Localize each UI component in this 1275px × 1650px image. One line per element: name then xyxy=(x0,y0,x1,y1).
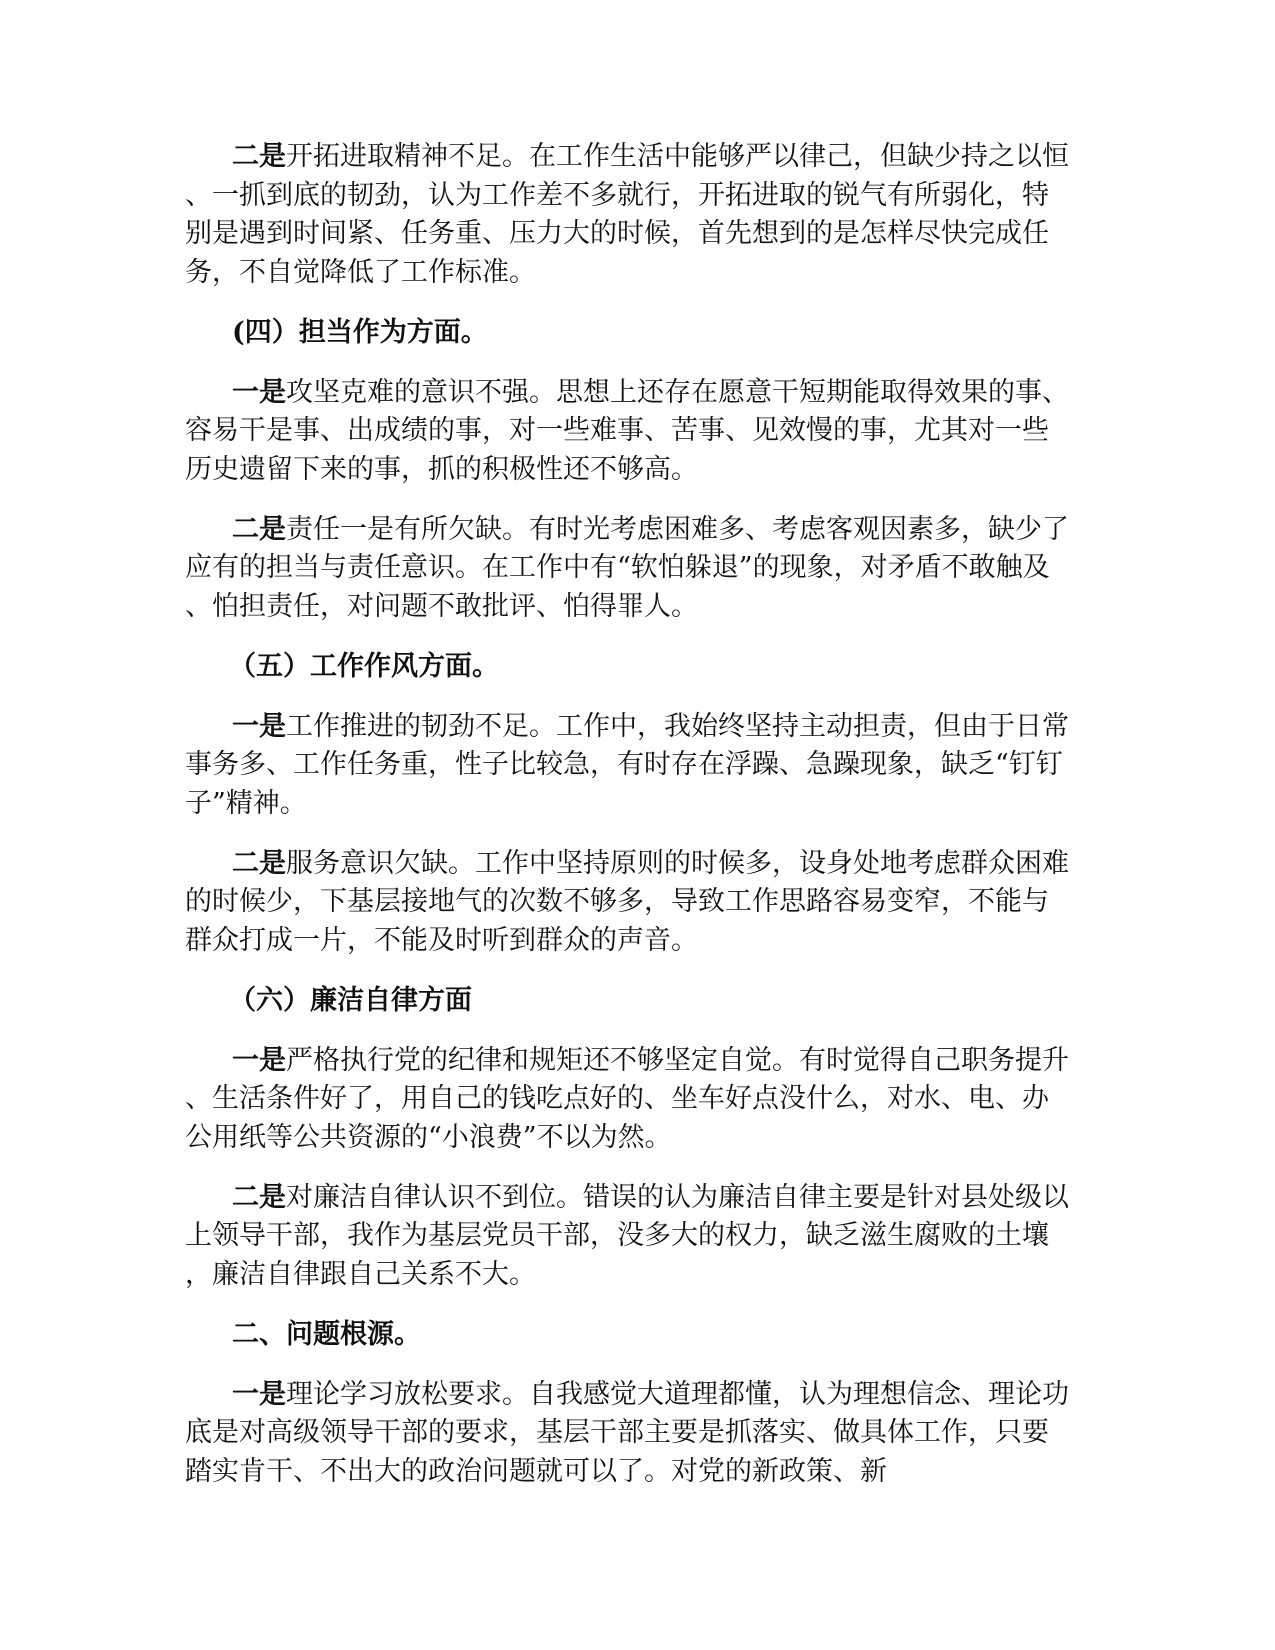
paragraph-text: 服务意识欠缺。工作中坚持原则的时候多，设身处地考虑群众困难的时候少，下基层接地气的次数不够多，导致工作思路容易变窄，不能与群众打成一片，不能及时听到群众的声音。 xyxy=(185,847,1069,956)
paragraph-text: 攻坚克难的意识不强。思想上还存在愿意干短期能取得效果的事、容易干是事、出成绩的事，对一些难事、苦事、见效慢的事，尤其对一些历史遗留下来的事，抓的积极性还不够高。 xyxy=(185,376,1069,485)
paragraph-item xyxy=(185,845,1073,961)
paragraph-lead: 一是 xyxy=(232,1378,286,1410)
section-heading: （五）工作作风方面。 xyxy=(229,650,499,682)
paragraph-item xyxy=(185,1179,1073,1295)
paragraph-item xyxy=(185,138,1073,292)
paragraph-lead: 一是 xyxy=(232,710,286,742)
paragraph-text: 工作推进的韧劲不足。工作中，我始终坚持主动担责，但由于日常事务多、工作任务重，性子比较急，有时存在浮躁、急躁现象，缺乏“钉钉子”精神。 xyxy=(185,710,1069,819)
paragraph-lead: 一是 xyxy=(232,376,286,408)
paragraph-text: 理论学习放松要求。自我感觉大道理都懂，认为理想信念、理论功底是对高级领导干部的要求，基层干部主要是抓落实、做具体工作，只要踏实肯干、不出大的政治问题就可以了。对党的新政策、新 xyxy=(185,1378,1069,1487)
paragraph-lead: 二是 xyxy=(232,141,286,172)
document-page xyxy=(185,138,1073,1513)
paragraph-lead: 二是 xyxy=(232,1181,286,1213)
paragraph-lead: 二是 xyxy=(232,847,286,879)
paragraph-item xyxy=(185,1376,1073,1492)
section-heading: (四）担当作为方面。 xyxy=(232,316,488,348)
paragraph-lead: 一是 xyxy=(232,1044,286,1076)
paragraph-text: 严格执行党的纪律和规矩还不够坚定自觉。有时觉得自己职务提升、生活条件好了，用自己的钱吃点好的、坐车好点没什么，对水、电、办公用纸等公共资源的“小浪费”不以为然。 xyxy=(185,1044,1069,1153)
paragraph-item xyxy=(185,511,1073,627)
paragraph-lead: 二是 xyxy=(232,513,286,545)
section-heading: （六）廉洁自律方面 xyxy=(229,984,472,1016)
paragraph-item xyxy=(185,708,1073,824)
section-heading: 二、问题根源。 xyxy=(232,1318,421,1350)
paragraph-text: 开拓进取精神不足。在工作生活中能够严以律己，但缺少持之以恒、一抓到底的韧劲，认为工作差不多就行，开拓进取的锐气有所弱化，特别是遇到时间紧、任务重、压力大的时候，首先想到的是怎样尽快完成任务，不自觉降低了工作标准。 xyxy=(185,141,1069,288)
paragraph-text: 对廉洁自律认识不到位。错误的认为廉洁自律主要是针对县处级以上领导干部，我作为基层党员干部，没多大的权力，缺乏滋生腐败的土壤，廉洁自律跟自己关系不大。 xyxy=(185,1181,1069,1290)
paragraph-item xyxy=(185,1042,1073,1158)
paragraph-item xyxy=(185,374,1073,490)
paragraph-text: 责任一是有所欠缺。有时光考虑困难多、考虑客观因素多，缺少了应有的担当与责任意识。在工作中有“软怕躲退”的现象，对矛盾不敢触及、怕担责任，对问题不敢批评、怕得罪人。 xyxy=(185,513,1069,622)
